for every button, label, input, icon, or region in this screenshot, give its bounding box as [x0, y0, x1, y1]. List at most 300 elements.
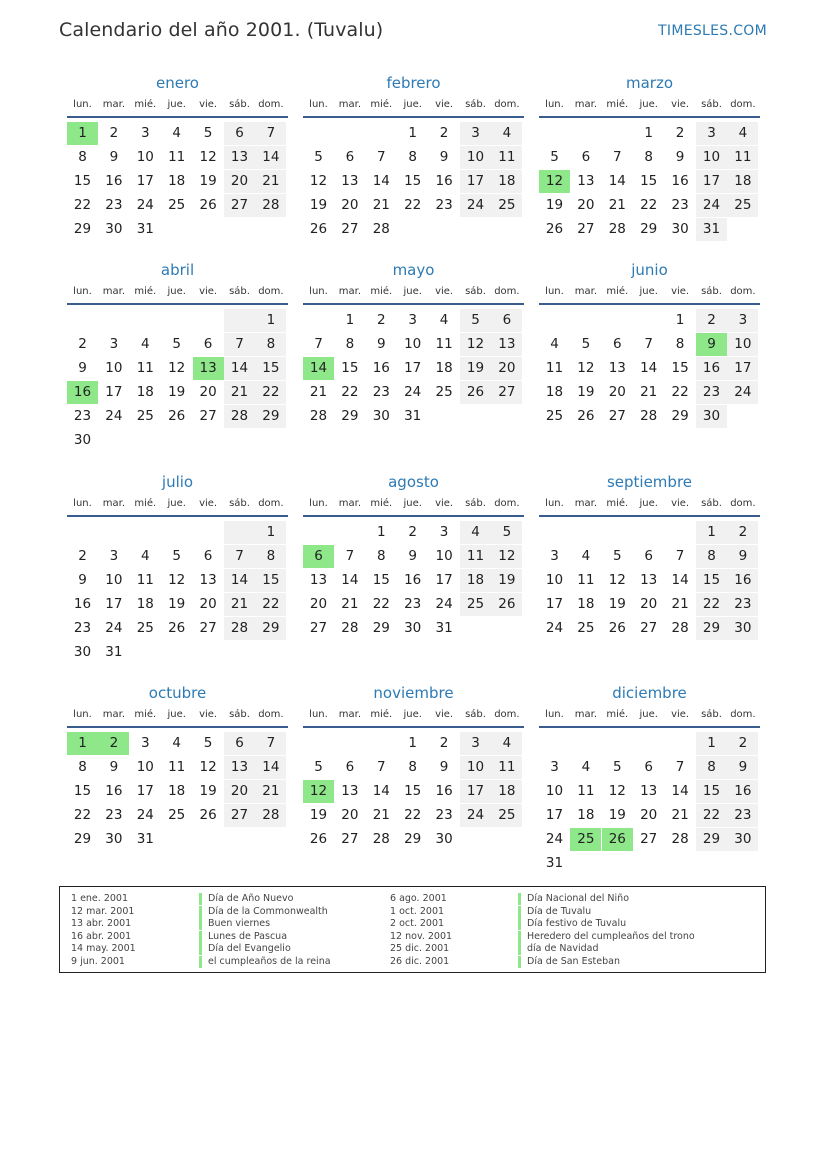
day-cell: 7	[255, 732, 286, 755]
day-cell: 15	[73, 783, 92, 799]
day-cell: 26	[168, 620, 186, 636]
day-cell: 26	[309, 831, 328, 847]
day-cell: 2	[675, 125, 685, 141]
weekday-header: mar.	[338, 498, 362, 509]
weekday-header: sáb.	[701, 99, 722, 110]
day-cell: 1	[345, 312, 355, 328]
weekday-header: sáb.	[465, 498, 486, 509]
day-cell: 25	[435, 384, 453, 400]
day-cell: 30	[696, 405, 727, 428]
day-cell: 17	[696, 170, 727, 193]
weekday-header: vie.	[671, 709, 690, 720]
holiday-day: 26	[602, 828, 633, 851]
day-cell: 3	[109, 336, 119, 352]
weekday-header: mié.	[370, 99, 393, 110]
day-cell: 13	[224, 146, 255, 169]
weekday-header: dom.	[494, 498, 520, 509]
day-cell: 27	[341, 221, 359, 237]
weekday-header: mar.	[338, 99, 362, 110]
day-cell: 21	[671, 596, 689, 612]
day-cell: 18	[577, 807, 595, 823]
day-cell: 6	[203, 548, 213, 564]
day-cell: 27	[199, 408, 217, 424]
day-cell: 15	[73, 173, 92, 189]
day-cell: 4	[550, 336, 559, 352]
day-cell: 22	[73, 807, 92, 823]
weekday-header: vie.	[199, 286, 218, 297]
day-cell: 13	[341, 173, 359, 189]
legend-holiday-name: Día de la Commonwealth	[199, 906, 328, 918]
day-cell: 13	[341, 783, 359, 799]
weekday-header: vie.	[435, 99, 454, 110]
day-cell: 14	[255, 756, 286, 779]
day-cell: 6	[345, 149, 355, 165]
day-cell: 12	[577, 360, 595, 376]
month-divider	[67, 515, 288, 517]
day-cell: 23	[73, 408, 92, 424]
day-cell: 3	[141, 125, 150, 141]
day-cell: 1	[696, 732, 727, 755]
day-cell: 15	[341, 360, 359, 376]
day-cell: 25	[491, 804, 522, 827]
day-cell: 30	[73, 432, 92, 448]
weekday-header: vie.	[435, 498, 454, 509]
day-cell: 10	[105, 572, 123, 588]
weekday-header: jue.	[403, 99, 422, 110]
day-cell: 7	[224, 333, 255, 356]
weekday-header: dom.	[494, 709, 520, 720]
day-cell: 25	[545, 408, 564, 424]
day-cell: 5	[550, 149, 559, 165]
day-cell: 24	[105, 408, 123, 424]
day-cell: 20	[640, 807, 658, 823]
day-cell: 20	[341, 807, 359, 823]
weekday-header: mié.	[134, 498, 157, 509]
weekday-header: lun.	[309, 498, 328, 509]
day-cell: 24	[105, 620, 123, 636]
month-name: abril	[160, 261, 195, 279]
day-cell: 7	[377, 149, 386, 165]
day-cell: 13	[309, 572, 328, 588]
day-cell: 28	[372, 221, 390, 237]
weekday-header: mar.	[574, 286, 598, 297]
day-cell: 16	[404, 572, 422, 588]
day-cell: 8	[408, 149, 417, 165]
month-divider	[67, 116, 288, 118]
day-cell: 16	[727, 569, 758, 592]
day-cell: 27	[199, 620, 217, 636]
day-cell: 10	[105, 360, 123, 376]
day-cell: 18	[577, 596, 595, 612]
day-cell: 23	[372, 384, 390, 400]
day-cell: 10	[404, 336, 422, 352]
day-cell: 14	[372, 173, 390, 189]
weekday-header: dom.	[730, 286, 756, 297]
day-cell: 13	[608, 360, 626, 376]
legend-holiday-name: Heredero del cumpleaños del trono	[518, 931, 695, 943]
day-cell: 12	[168, 572, 186, 588]
holiday-day: 1	[67, 732, 98, 755]
weekday-header: vie.	[671, 498, 690, 509]
weekday-header: dom.	[258, 99, 284, 110]
day-cell: 28	[640, 408, 658, 424]
month-divider	[303, 726, 524, 728]
day-cell: 7	[314, 336, 323, 352]
day-cell: 4	[491, 122, 522, 145]
day-cell: 16	[435, 783, 453, 799]
day-cell: 28	[255, 194, 286, 217]
day-cell: 7	[345, 548, 355, 564]
day-cell: 26	[309, 221, 328, 237]
day-cell: 22	[640, 197, 658, 213]
day-cell: 9	[109, 759, 119, 775]
day-cell: 10	[136, 759, 154, 775]
day-cell: 26	[608, 620, 626, 636]
day-cell: 20	[640, 596, 658, 612]
weekday-header: dom.	[494, 286, 520, 297]
legend-date: 12 mar. 2001	[71, 905, 135, 917]
day-cell: 5	[314, 149, 323, 165]
day-cell: 10	[435, 548, 453, 564]
month-name: octubre	[148, 684, 207, 702]
legend-date: 26 dic. 2001	[390, 956, 450, 967]
day-cell: 24	[136, 807, 154, 823]
holiday-day: 9	[696, 333, 727, 356]
weekday-header: mié.	[370, 709, 393, 720]
day-cell: 4	[439, 312, 449, 328]
day-cell: 8	[377, 548, 386, 564]
day-cell: 11	[168, 759, 186, 775]
legend-holiday-name: Día de Año Nuevo	[199, 893, 293, 905]
day-cell: 10	[696, 146, 727, 169]
day-cell: 28	[255, 804, 286, 827]
day-cell: 13	[224, 756, 255, 779]
weekday-header: jue.	[167, 709, 186, 720]
day-cell: 3	[141, 735, 150, 751]
day-cell: 13	[640, 572, 658, 588]
legend-holiday-name: Lunes de Pascua	[199, 931, 287, 943]
day-cell: 17	[545, 807, 564, 823]
day-cell: 11	[168, 149, 186, 165]
day-cell: 18	[545, 384, 564, 400]
day-cell: 9	[377, 336, 386, 352]
weekday-header: sáb.	[701, 286, 722, 297]
month-divider	[67, 726, 288, 728]
day-cell: 24	[435, 596, 453, 612]
day-cell: 2	[439, 125, 449, 141]
holiday-day: 14	[303, 357, 334, 380]
day-cell: 11	[136, 572, 154, 588]
day-cell: 12	[168, 360, 186, 376]
weekday-header: dom.	[730, 99, 756, 110]
day-cell: 7	[255, 122, 286, 145]
day-cell: 18	[435, 360, 453, 376]
day-cell: 1	[696, 521, 727, 544]
day-cell: 18	[168, 173, 186, 189]
weekday-header: vie.	[671, 286, 690, 297]
day-cell: 8	[255, 545, 286, 568]
day-cell: 16	[105, 173, 123, 189]
weekday-header: dom.	[494, 99, 520, 110]
day-cell: 22	[255, 381, 286, 404]
weekday-header: jue.	[403, 286, 422, 297]
day-cell: 23	[73, 620, 92, 636]
legend-date: 13 abr. 2001	[71, 918, 132, 930]
day-cell: 3	[460, 122, 491, 145]
weekday-header: jue.	[639, 99, 658, 110]
legend-date: 12 nov. 2001	[390, 930, 453, 942]
day-cell: 20	[491, 357, 522, 380]
day-cell: 29	[671, 408, 689, 424]
day-cell: 17	[460, 170, 491, 193]
day-cell: 27	[491, 381, 522, 404]
weekday-header: mar.	[574, 498, 598, 509]
day-cell: 28	[309, 408, 328, 424]
day-cell: 11	[545, 360, 564, 376]
day-cell: 6	[203, 336, 213, 352]
day-cell: 28	[224, 405, 255, 428]
day-cell: 6	[491, 309, 522, 332]
day-cell: 11	[577, 783, 595, 799]
month-name: junio	[631, 261, 668, 279]
day-cell: 1	[408, 735, 417, 751]
day-cell: 24	[460, 194, 491, 217]
page-title: Calendario del año 2001. (Tuvalu)	[59, 19, 384, 41]
day-cell: 10	[460, 756, 491, 779]
day-cell: 5	[172, 336, 181, 352]
day-cell: 17	[136, 173, 154, 189]
day-cell: 4	[172, 125, 181, 141]
day-cell: 15	[671, 360, 689, 376]
day-cell: 15	[640, 173, 658, 189]
legend-date: 1 ene. 2001	[71, 893, 128, 904]
day-cell: 12	[199, 759, 217, 775]
day-cell: 21	[372, 807, 390, 823]
day-cell: 31	[435, 620, 453, 636]
day-cell: 9	[439, 149, 449, 165]
day-cell: 30	[105, 221, 123, 237]
month-divider	[539, 303, 760, 305]
day-cell: 20	[199, 384, 217, 400]
day-cell: 23	[435, 807, 453, 823]
weekday-header: lun.	[73, 286, 92, 297]
weekday-header: jue.	[639, 286, 658, 297]
weekday-header: mié.	[606, 286, 629, 297]
day-cell: 25	[727, 194, 758, 217]
day-cell: 23	[105, 197, 123, 213]
day-cell: 18	[168, 783, 186, 799]
day-cell: 26	[577, 408, 595, 424]
day-cell: 12	[460, 333, 491, 356]
day-cell: 8	[78, 759, 87, 775]
legend-holiday-name: el cumpleaños de la reina	[199, 956, 331, 968]
day-cell: 1	[255, 521, 286, 544]
day-cell: 21	[671, 807, 689, 823]
day-cell: 27	[224, 194, 255, 217]
day-cell: 30	[727, 828, 758, 851]
day-cell: 25	[460, 593, 491, 616]
day-cell: 19	[545, 197, 564, 213]
day-cell: 21	[608, 197, 626, 213]
weekday-header: sáb.	[229, 498, 250, 509]
day-cell: 9	[109, 149, 119, 165]
month-divider	[67, 303, 288, 305]
legend-holiday-name: Día del Evangelio	[199, 943, 291, 955]
day-cell: 21	[224, 593, 255, 616]
day-cell: 8	[78, 149, 87, 165]
day-cell: 22	[372, 596, 390, 612]
day-cell: 14	[224, 569, 255, 592]
day-cell: 6	[644, 548, 653, 564]
day-cell: 16	[727, 780, 758, 803]
day-cell: 21	[309, 384, 328, 400]
day-cell: 9	[727, 545, 758, 568]
day-cell: 17	[136, 783, 154, 799]
weekday-header: sáb.	[701, 498, 722, 509]
day-cell: 21	[224, 381, 255, 404]
day-cell: 13	[199, 572, 217, 588]
day-cell: 10	[545, 572, 564, 588]
day-cell: 12	[491, 545, 522, 568]
day-cell: 22	[671, 384, 689, 400]
day-cell: 26	[460, 381, 491, 404]
day-cell: 15	[404, 173, 422, 189]
day-cell: 1	[377, 524, 386, 540]
weekday-header: sáb.	[465, 709, 486, 720]
brand-link[interactable]: TIMESLES.COM	[658, 23, 767, 39]
day-cell: 3	[439, 524, 449, 540]
month-divider	[303, 515, 524, 517]
day-cell: 27	[309, 620, 328, 636]
day-cell: 27	[640, 620, 658, 636]
day-cell: 9	[675, 149, 685, 165]
weekday-header: lun.	[545, 498, 564, 509]
weekday-header: lun.	[309, 99, 328, 110]
day-cell: 27	[608, 408, 626, 424]
day-cell: 23	[404, 596, 422, 612]
day-cell: 14	[640, 360, 658, 376]
day-cell: 13	[577, 173, 595, 189]
weekday-header: lun.	[73, 709, 92, 720]
day-cell: 30	[372, 408, 390, 424]
weekday-header: lun.	[73, 99, 92, 110]
month-name: febrero	[386, 74, 441, 92]
day-cell: 8	[644, 149, 653, 165]
day-cell: 3	[460, 732, 491, 755]
day-cell: 18	[491, 780, 522, 803]
holiday-day: 6	[303, 545, 334, 568]
day-cell: 1	[675, 312, 685, 328]
day-cell: 13	[640, 783, 658, 799]
day-cell: 1	[408, 125, 417, 141]
day-cell: 14	[671, 783, 689, 799]
day-cell: 19	[168, 596, 186, 612]
day-cell: 29	[255, 617, 286, 640]
day-cell: 3	[550, 759, 559, 775]
day-cell: 12	[608, 783, 626, 799]
day-cell: 19	[608, 807, 626, 823]
day-cell: 11	[136, 360, 154, 376]
day-cell: 26	[545, 221, 564, 237]
day-cell: 2	[109, 125, 119, 141]
day-cell: 16	[696, 357, 727, 380]
day-cell: 20	[309, 596, 328, 612]
weekday-header: mar.	[102, 709, 126, 720]
day-cell: 25	[136, 408, 154, 424]
day-cell: 2	[696, 309, 727, 332]
weekday-header: mar.	[102, 498, 126, 509]
weekday-header: mié.	[370, 498, 393, 509]
day-cell: 2	[727, 521, 758, 544]
weekday-header: sáb.	[229, 99, 250, 110]
day-cell: 7	[675, 759, 685, 775]
weekday-header: dom.	[730, 498, 756, 509]
day-cell: 14	[255, 146, 286, 169]
day-cell: 17	[105, 384, 123, 400]
day-cell: 19	[309, 197, 328, 213]
weekday-header: sáb.	[229, 286, 250, 297]
weekday-header: sáb.	[465, 286, 486, 297]
day-cell: 19	[309, 807, 328, 823]
day-cell: 11	[435, 336, 453, 352]
day-cell: 22	[404, 807, 422, 823]
day-cell: 12	[608, 572, 626, 588]
day-cell: 14	[671, 572, 689, 588]
day-cell: 2	[377, 312, 386, 328]
day-cell: 26	[168, 408, 186, 424]
day-cell: 5	[460, 309, 491, 332]
day-cell: 25	[168, 807, 186, 823]
day-cell: 10	[136, 149, 154, 165]
day-cell: 15	[372, 572, 390, 588]
weekday-header: vie.	[671, 99, 690, 110]
day-cell: 5	[581, 336, 591, 352]
day-cell: 9	[439, 759, 449, 775]
day-cell: 1	[255, 309, 286, 332]
day-cell: 14	[608, 173, 626, 189]
day-cell: 13	[491, 333, 522, 356]
day-cell: 8	[408, 759, 417, 775]
day-cell: 10	[460, 146, 491, 169]
day-cell: 8	[696, 756, 727, 779]
weekday-header: vie.	[199, 709, 218, 720]
day-cell: 22	[73, 197, 92, 213]
day-cell: 29	[696, 828, 727, 851]
weekday-header: mar.	[338, 709, 362, 720]
day-cell: 31	[404, 408, 422, 424]
day-cell: 23	[727, 804, 758, 827]
day-cell: 4	[172, 735, 181, 751]
month-divider	[539, 726, 760, 728]
month-divider	[303, 116, 524, 118]
day-cell: 8	[255, 333, 286, 356]
day-cell: 28	[608, 221, 626, 237]
weekday-header: mar.	[102, 286, 126, 297]
day-cell: 21	[255, 780, 286, 803]
day-cell: 10	[727, 333, 758, 356]
day-cell: 24	[545, 831, 564, 847]
day-cell: 30	[73, 644, 92, 660]
day-cell: 24	[136, 197, 154, 213]
day-cell: 5	[613, 759, 622, 775]
day-cell: 12	[309, 173, 328, 189]
day-cell: 18	[136, 384, 154, 400]
day-cell: 29	[255, 405, 286, 428]
day-cell: 22	[341, 384, 359, 400]
month-name: julio	[161, 473, 194, 491]
day-cell: 19	[199, 173, 217, 189]
day-cell: 30	[727, 617, 758, 640]
